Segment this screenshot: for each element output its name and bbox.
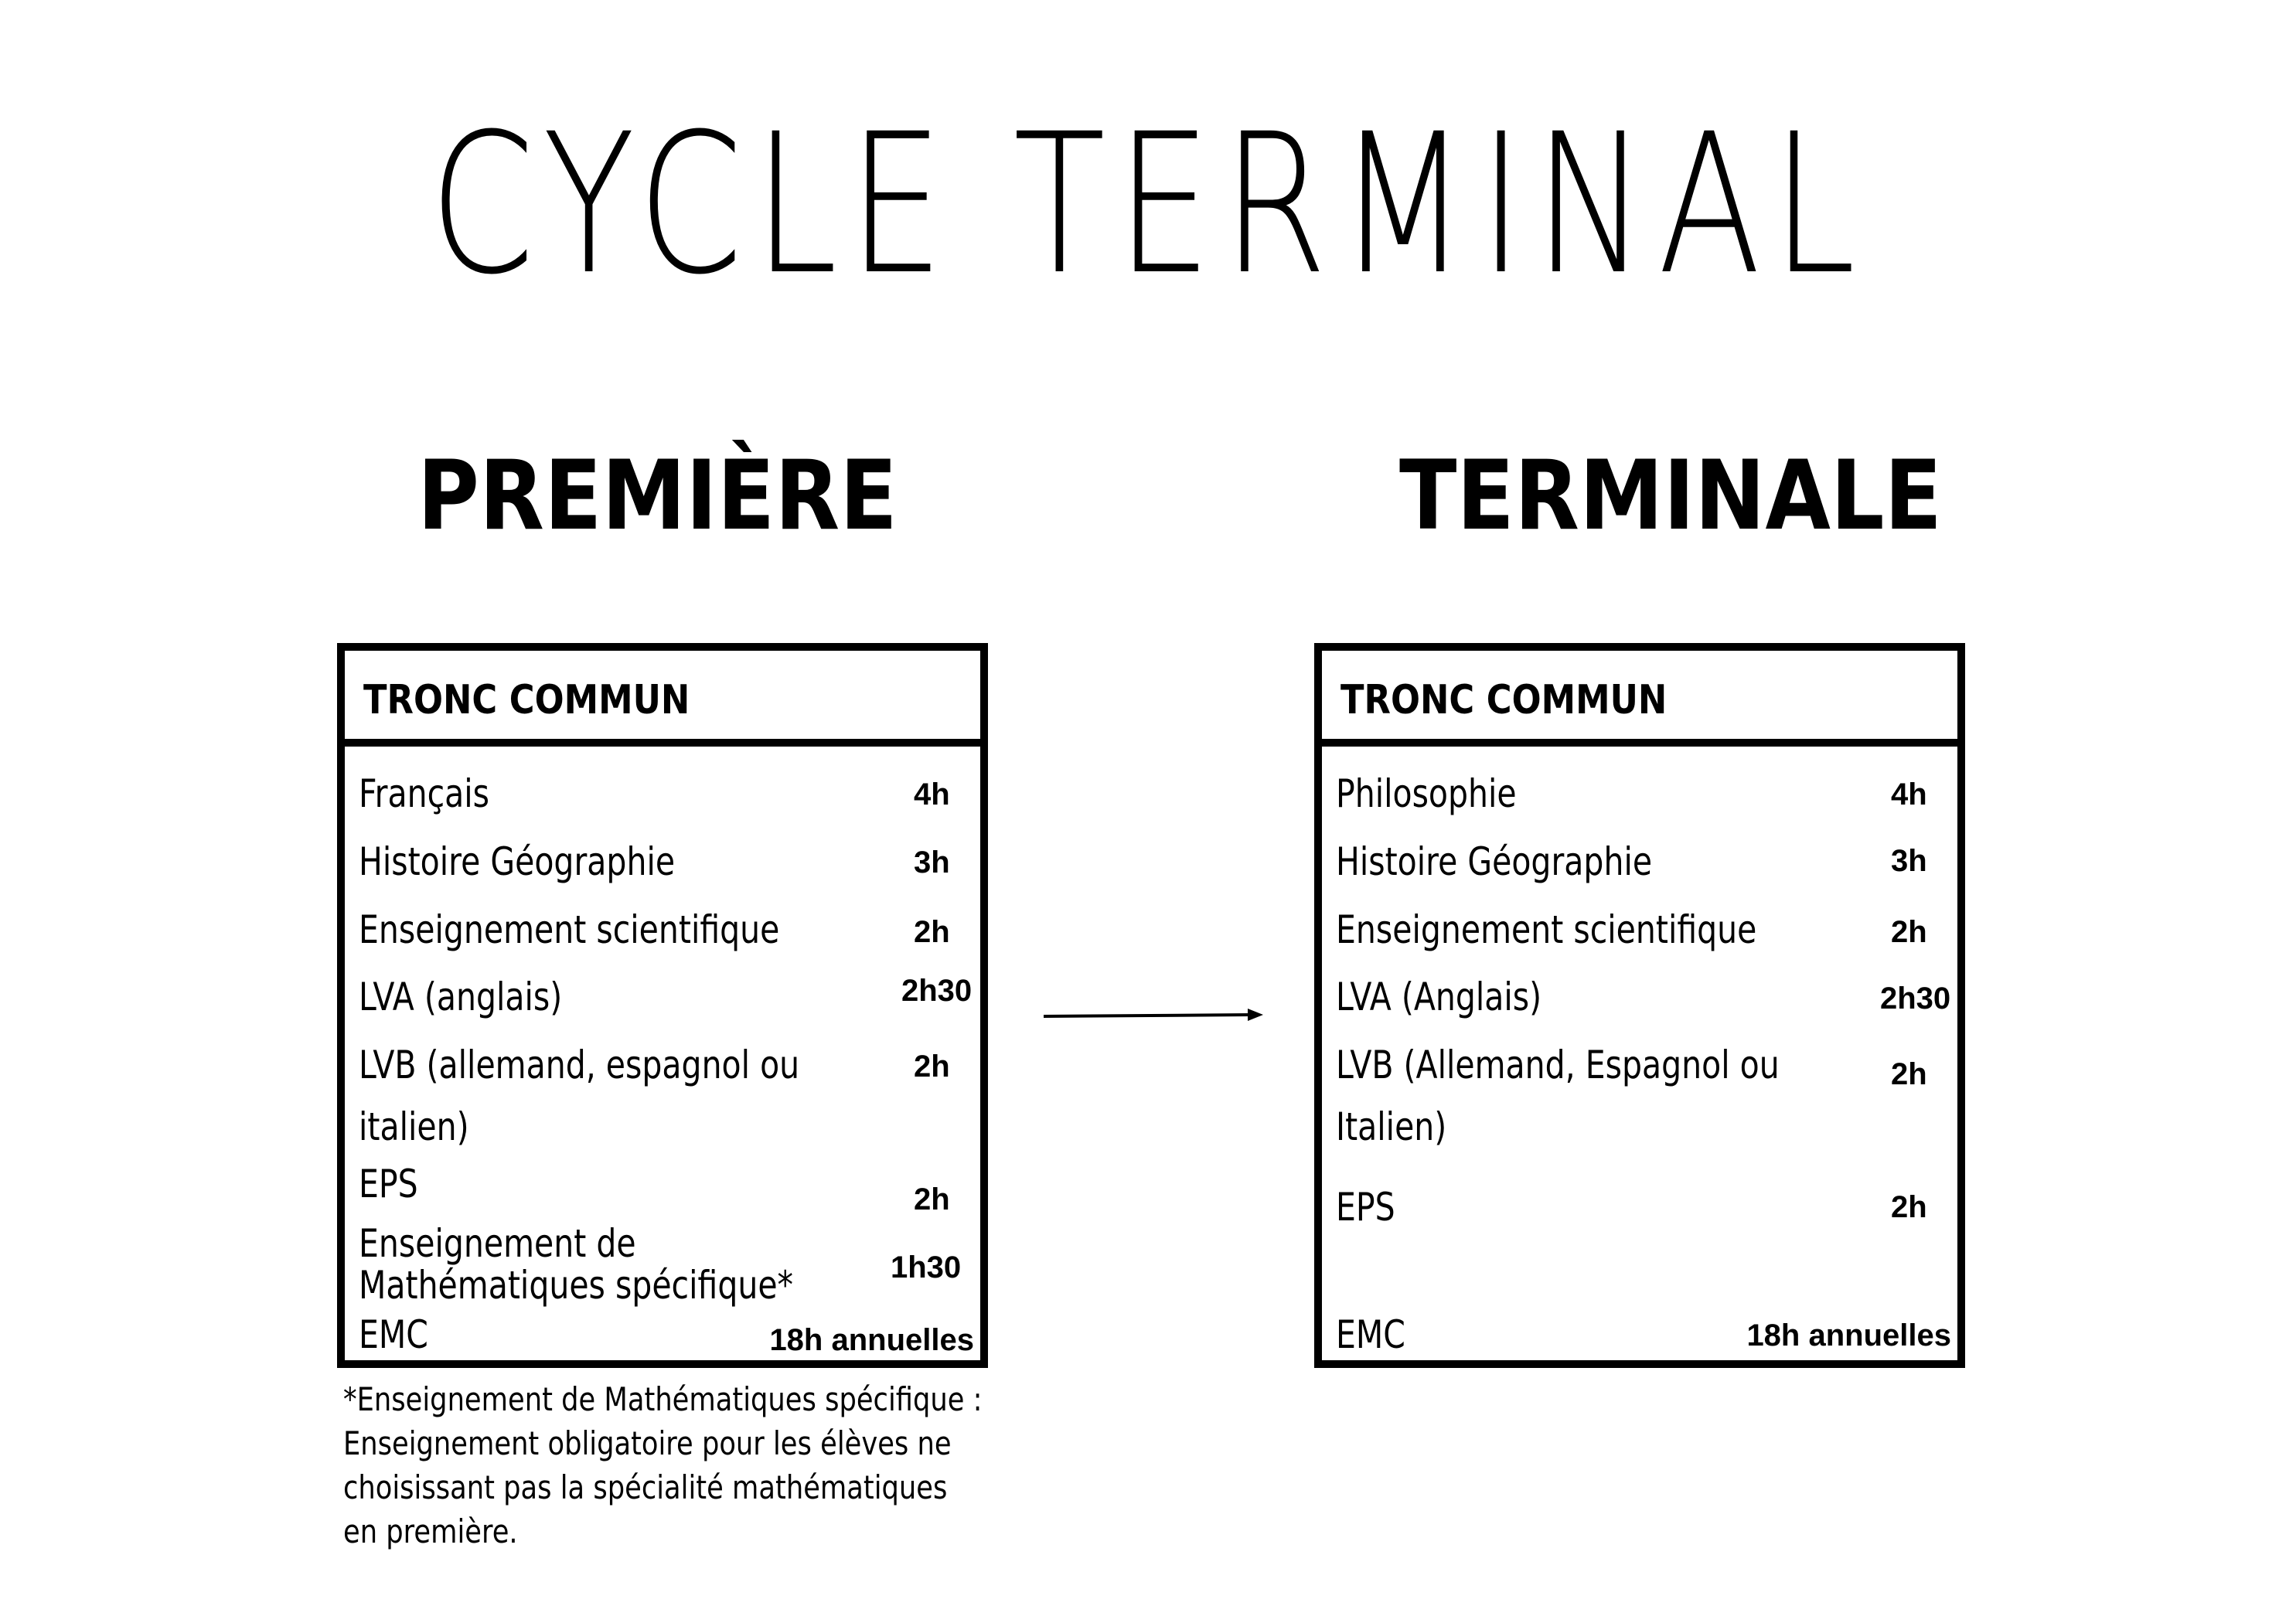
terminale-subject-emc: EMC bbox=[1336, 1312, 1405, 1357]
premiere-hours-histoire-geographie: 3h bbox=[914, 846, 950, 880]
terminale-subject-philosophie: Philosophie bbox=[1336, 771, 1517, 816]
page-title: CYCLE TERMINAL bbox=[429, 92, 1867, 317]
terminale-hours-philosophie: 4h bbox=[1891, 777, 1927, 812]
terminale-subject-enseignement-scientifique: Enseignement scientifique bbox=[1336, 907, 1757, 952]
terminale-hours-lva: 2h30 bbox=[1880, 982, 1951, 1016]
terminale-subject-lvb-line2: Italien) bbox=[1336, 1104, 1447, 1149]
terminale-hours-eps: 2h bbox=[1891, 1190, 1927, 1224]
premiere-subject-histoire-geographie: Histoire Géographie bbox=[359, 839, 676, 884]
premiere-hours-francais: 4h bbox=[914, 777, 950, 812]
footnote-line: choisissant pas la spécialité mathématiques bbox=[343, 1468, 948, 1506]
footnote-line: *Enseignement de Mathématiques spécifique : bbox=[343, 1380, 983, 1418]
terminale-hours-lvb: 2h bbox=[1891, 1057, 1927, 1091]
premiere-hours-emc: 18h annuelles bbox=[769, 1323, 974, 1357]
terminale-hours-histoire-geographie: 3h bbox=[1891, 844, 1927, 878]
terminale-subject-lvb-line1: LVB (Allemand, Espagnol ou bbox=[1336, 1043, 1780, 1087]
terminale-hours-enseignement-scientifique: 2h bbox=[1891, 915, 1927, 949]
terminale-subject-lva: LVA (Anglais) bbox=[1336, 975, 1542, 1019]
footnote-line: en première. bbox=[343, 1512, 518, 1550]
terminale-hours-emc: 18h annuelles bbox=[1746, 1318, 1951, 1352]
premiere-hours-maths-specifique: 1h30 bbox=[891, 1250, 962, 1284]
premiere-subject-enseignement-scientifique: Enseignement scientifique bbox=[359, 907, 780, 952]
terminale-subject-eps: EPS bbox=[1336, 1185, 1395, 1230]
premiere-header-label: TRONC COMMUN bbox=[363, 677, 690, 723]
terminale-title: TERMINALE bbox=[1399, 441, 1943, 552]
premiere-subject-emc: EMC bbox=[359, 1312, 428, 1357]
premiere-subject-maths-specifique-line2: Mathématiques spécifique* bbox=[359, 1263, 794, 1308]
premiere-subject-maths-specifique-line1: Enseignement de bbox=[359, 1221, 636, 1266]
terminale-tronc-commun-box bbox=[1314, 643, 1965, 1368]
premiere-title: PREMIÈRE bbox=[417, 441, 898, 552]
premiere-hours-lvb: 2h bbox=[914, 1050, 950, 1084]
terminale-subject-histoire-geographie: Histoire Géographie bbox=[1336, 839, 1653, 884]
premiere-hours-lva: 2h30 bbox=[901, 974, 973, 1008]
arrow-right-icon bbox=[1044, 1005, 1263, 1028]
premiere-subject-eps: EPS bbox=[359, 1162, 418, 1206]
footnote-line: Enseignement obligatoire pour les élèves ne bbox=[343, 1424, 952, 1462]
premiere-hours-eps: 2h bbox=[914, 1182, 950, 1216]
terminale-header-label: TRONC COMMUN bbox=[1340, 677, 1667, 723]
premiere-hours-enseignement-scientifique: 2h bbox=[914, 915, 950, 949]
footnote bbox=[343, 1377, 983, 1553]
terminale-box-header bbox=[1322, 651, 1957, 747]
premiere-subject-lvb-line1: LVB (allemand, espagnol ou bbox=[359, 1043, 800, 1087]
premiere-subject-lvb-line2: italien) bbox=[359, 1104, 469, 1149]
premiere-subject-francais: Français bbox=[359, 771, 489, 816]
premiere-subject-lva: LVA (anglais) bbox=[359, 975, 563, 1019]
premiere-tronc-commun-box bbox=[337, 643, 988, 1368]
premiere-box-header bbox=[345, 651, 980, 747]
